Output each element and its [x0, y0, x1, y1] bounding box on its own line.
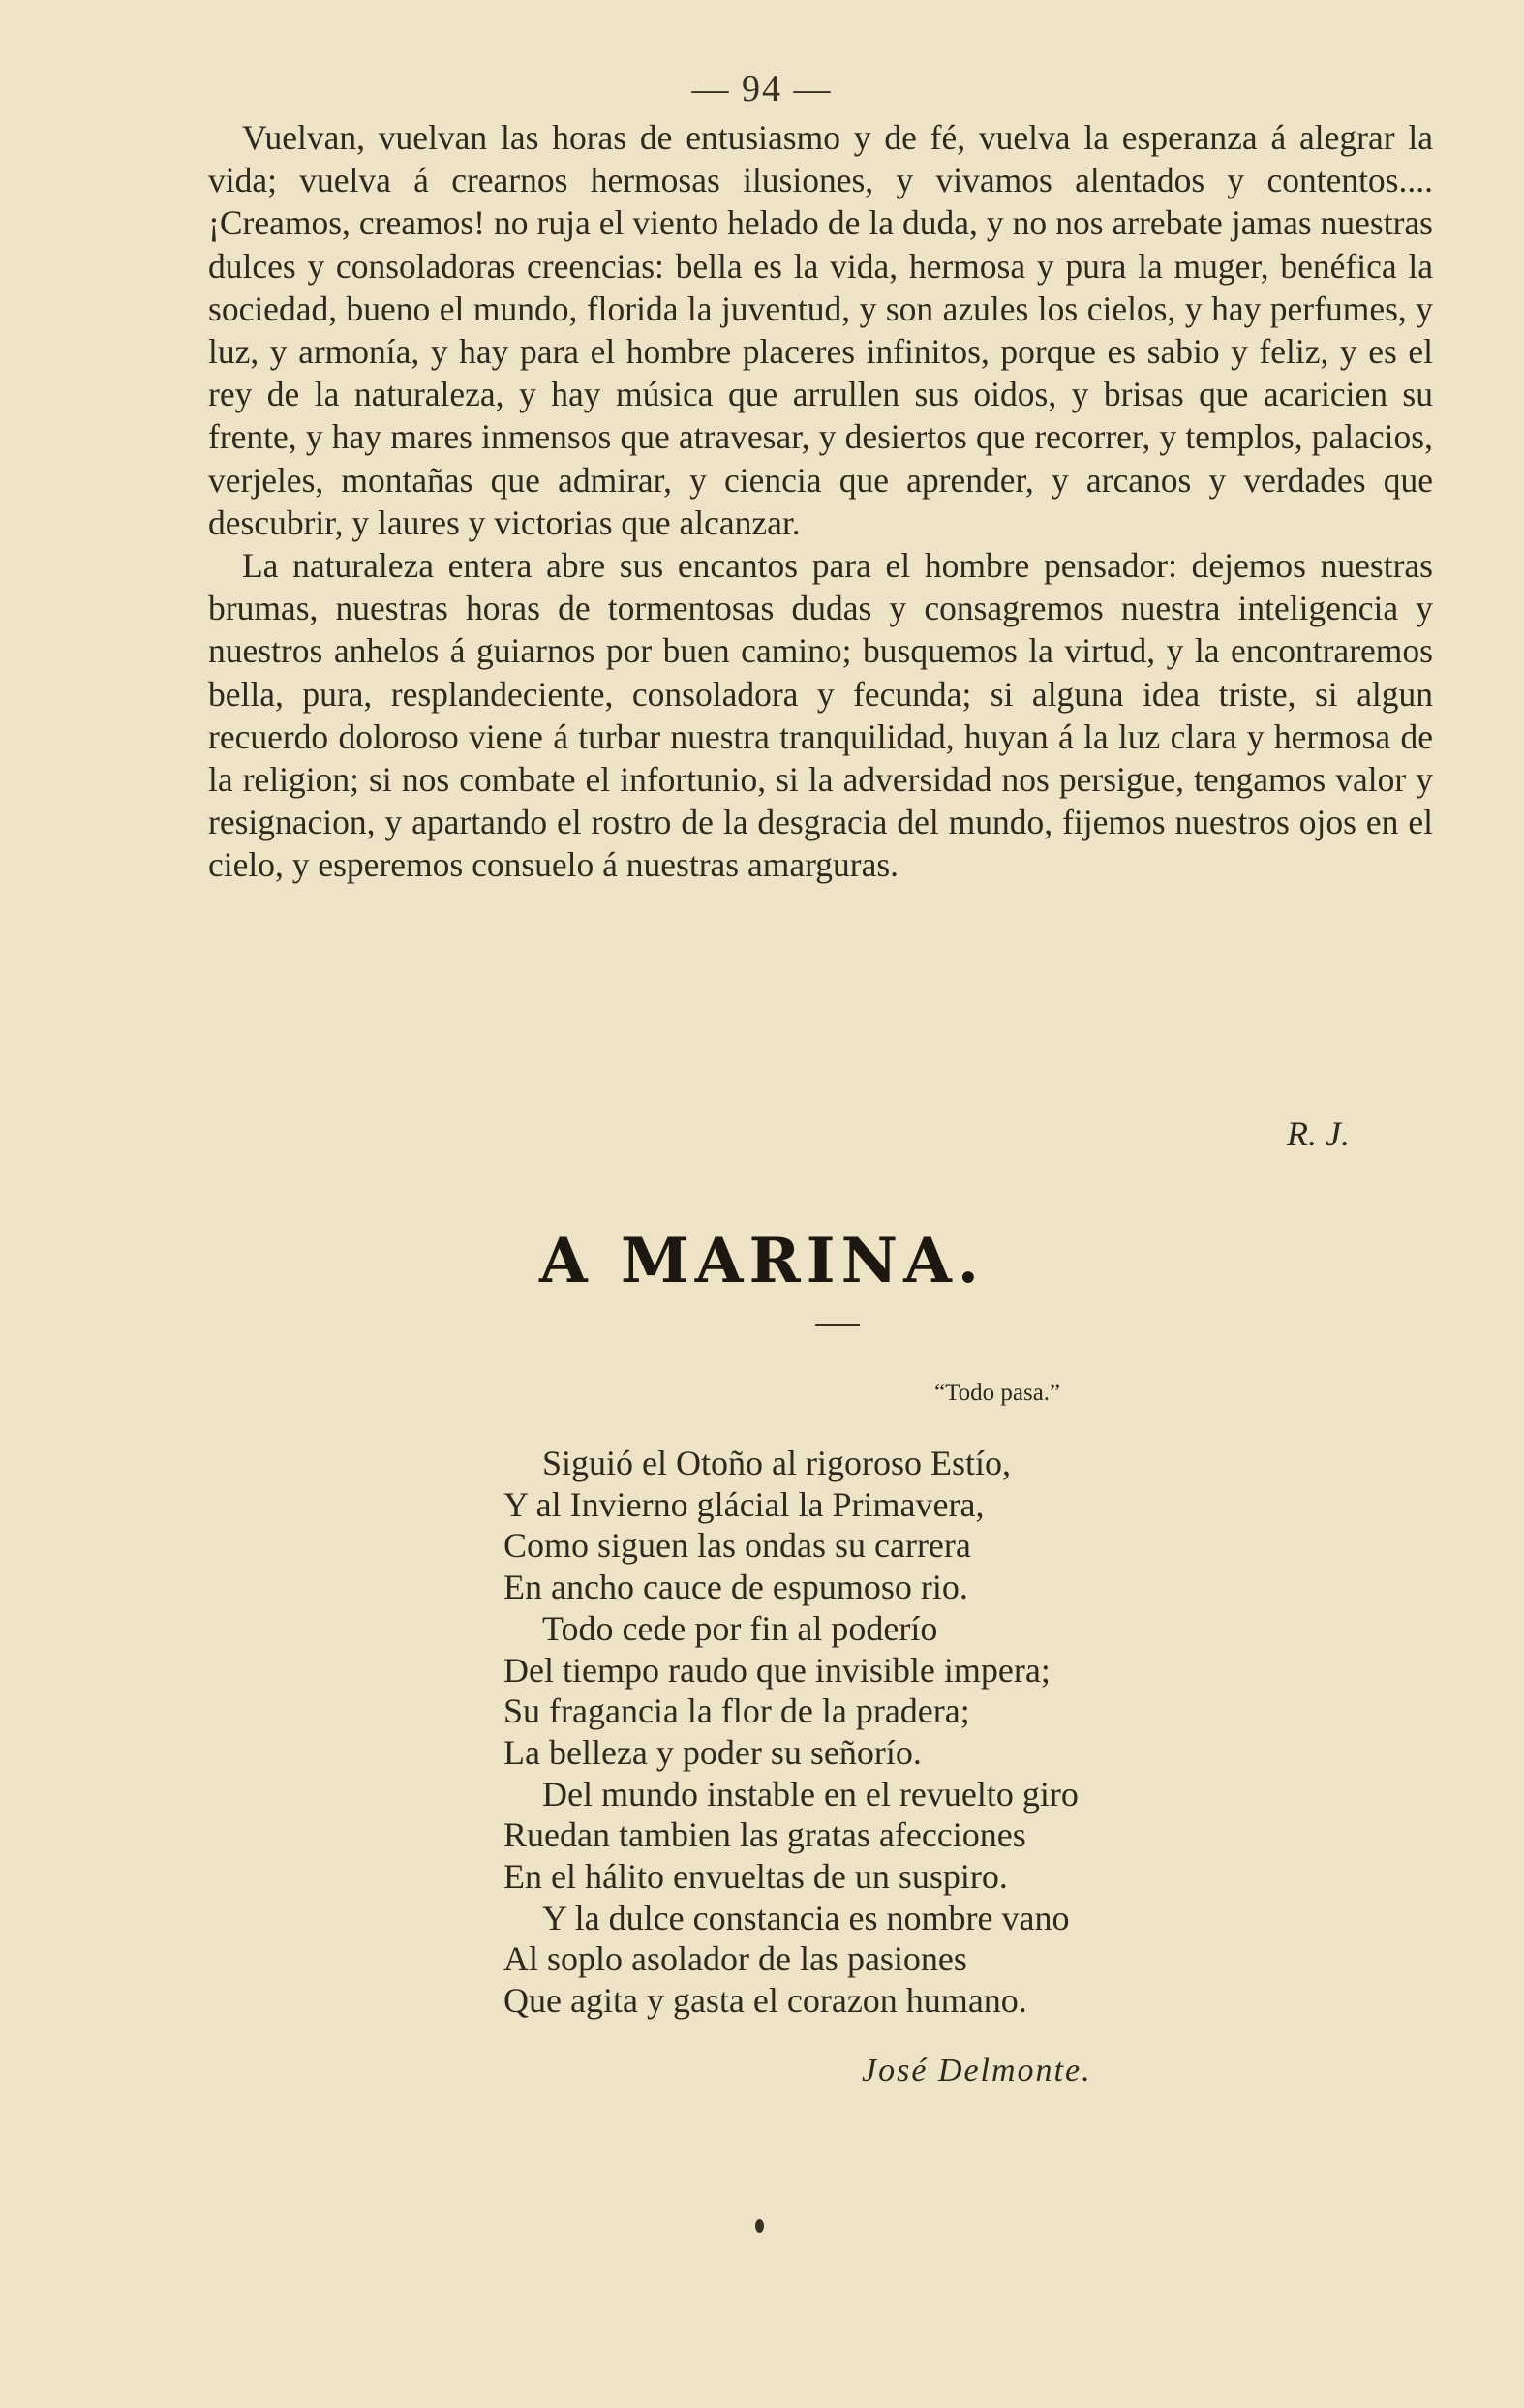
page-number: — 94 — [691, 69, 833, 109]
poem-line: Al soplo asolador de las pasiones [503, 1939, 967, 1979]
poem-line: Y al Invierno glácial la Primavera, [503, 1484, 985, 1524]
ink-dot [755, 2219, 764, 2233]
poem-line: Siguió el Otoño al rigoroso Estío, [542, 1444, 1011, 1482]
poem-body [503, 1443, 1079, 2022]
poem-line: Como siguen las ondas su carrera [503, 1526, 971, 1566]
poem-line: Todo cede por fin al poderío [542, 1608, 938, 1648]
poem-line: En el hálito envueltas de un suspiro. [503, 1857, 1008, 1897]
poem-line: Su fragancia la flor de la pradera; [503, 1692, 970, 1731]
prose-section [208, 116, 1433, 887]
paragraph-1: Vuelvan, vuelvan las horas de entusiasmo y de fé, vuelva la esperanza á alegrar la vida; vuelva á crearnos hermosas ilusiones, y vivamos alentados y contentos.... ¡Creamos, creamos! no ruja el viento helado de la duda, y no nos arrebate jamas nuestras dulces y consoladoras creencias: bella es la vida, hermosa y pura la muger, benéfica la sociedad, bueno el mundo, florida la juventud, y son azules los cielos, y hay perfumes, y luz, y armonía, y hay para el hombre placeres infinitos, porque es sabio y feliz, y es el rey de la naturaleza, y hay música que arrullen sus oidos, y brisas que acaricien su frente, y hay mares inmensos que atravesar, y desiertos que recorrer, y templos, palacios, verjeles, montañas que admirar, y ciencia que aprender, y arcanos y verdades que descubrir, y laures y victorias que alcanzar. [208, 118, 1433, 542]
paragraph-2: La naturaleza entera abre sus encantos para el hombre pensador: dejemos nuestras brumas, nuestras horas de tormentosas dudas y consagremos nuestra inteligencia y nuestros anhelos á guiarnos por buen camino; busquemos la virtud, y la encontraremos bella, pura, resplandeciente, consoladora y fecunda; si alguna idea triste, si algun recuerdo doloroso viene á turbar nuestra tranquilidad, huyan á la luz clara y hermosa de la religion; si nos combate el infortunio, si la adversidad nos persigue, tengamos valor y resignacion, y apartando el rostro de la desgracia del mundo, fijemos nuestros ojos en el cielo, y esperemos consuelo á nuestras amarguras. [208, 546, 1433, 885]
poem-title: A MARINA. [539, 1225, 985, 1297]
poem-line: La belleza y poder su señorío. [503, 1732, 922, 1772]
poem-line: Del tiempo raudo que invisible impera; [503, 1650, 1051, 1690]
poem-line: En ancho cauce de espumoso rio. [503, 1568, 968, 1607]
poem-line: Y la dulce constancia es nombre vano [542, 1898, 1070, 1937]
poem-line: Que agita y gasta el corazon humano. [503, 1981, 1027, 2021]
title-divider [815, 1324, 860, 1326]
poem-epigraph: “Todo pasa.” [934, 1380, 1061, 1406]
poem-author: José Delmonte. [862, 2053, 1092, 2088]
author-initials: R. J. [1287, 1114, 1350, 1153]
poem-line: Ruedan tambien las gratas afecciones [503, 1815, 1026, 1855]
poem-line: Del mundo instable en el revuelto giro [542, 1774, 1079, 1814]
